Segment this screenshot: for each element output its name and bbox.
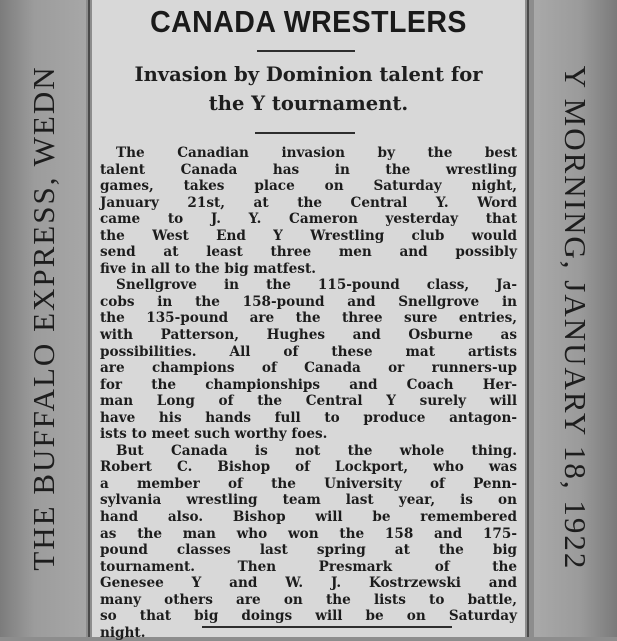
news-article	[92, 0, 525, 641]
body-line: five in all to the big matfest.	[100, 260, 316, 277]
body-line: January 21st, at the Central Y. Word	[100, 194, 517, 211]
headline: CANADA WRESTLERS	[150, 4, 467, 39]
column-rule-right	[527, 0, 529, 637]
body-line: the 135-pound are the three sure entries,	[100, 310, 517, 327]
body-line: Genesee Y and W. J. Kostrzewski and	[100, 575, 517, 592]
subheadline-line: the Y tournament.	[208, 92, 409, 115]
body-line: tournament. Then Presmark of the	[100, 558, 517, 575]
body-line: games, takes place on Saturday night,	[100, 178, 517, 195]
article-body	[100, 145, 517, 641]
subheadline	[92, 60, 525, 118]
headline-divider	[257, 50, 355, 52]
body-line: for the championships and Coach Her-	[100, 376, 517, 393]
body-line: Robert C. Bishop of Lockport, who was	[100, 459, 517, 476]
end-rule	[202, 626, 452, 628]
body-line: hand also. Bishop will be remembered	[100, 509, 517, 526]
body-line: night.	[100, 624, 146, 641]
body-line: have his hands full to produce antagon-	[100, 409, 517, 426]
deck-divider	[255, 132, 355, 134]
body-line: But Canada is not the whole thing.	[116, 442, 517, 459]
body-line: pound classes last spring at the big	[100, 542, 517, 559]
body-line: the West End Y Wrestling club would	[100, 227, 517, 244]
body-line: possibilities. All of these mat artists	[100, 343, 517, 360]
subheadline-line: Invasion by Dominion talent for	[134, 63, 483, 86]
masthead-right-text: Y MORNING, JANUARY 18, 1922	[558, 65, 593, 571]
body-line: with Patterson, Hughes and Osburne as	[100, 327, 517, 344]
body-line: The Canadian invasion by the best	[116, 145, 517, 161]
body-line: so that big doings will be on Saturday	[100, 608, 517, 625]
body-line: a member of the University of Penn-	[100, 475, 517, 492]
body-line: came to J. Y. Cameron yesterday that	[100, 211, 517, 228]
body-line: cobs in the 158-pound and Snellgrove in	[100, 293, 517, 310]
body-line: sylvania wrestling team last year, is on	[100, 492, 517, 509]
body-line: as the man who won the 158 and 175-	[100, 525, 517, 542]
masthead-left-text: THE BUFFALO EXPRESS, WEDN	[26, 65, 61, 571]
body-line: man Long of the Central Y surely will	[100, 393, 517, 410]
column-rule-left	[88, 0, 90, 637]
body-line: ists to meet such worthy foes.	[100, 426, 328, 443]
body-line: Snellgrove in the 115-pound class, Ja-	[116, 277, 517, 294]
body-line: talent Canada has in the wrestling	[100, 161, 517, 178]
body-line: send at least three men and possibly	[100, 244, 517, 261]
body-line: many others are on the lists to battle,	[100, 591, 517, 608]
body-line: are champions of Canada or runners-up	[100, 360, 517, 377]
